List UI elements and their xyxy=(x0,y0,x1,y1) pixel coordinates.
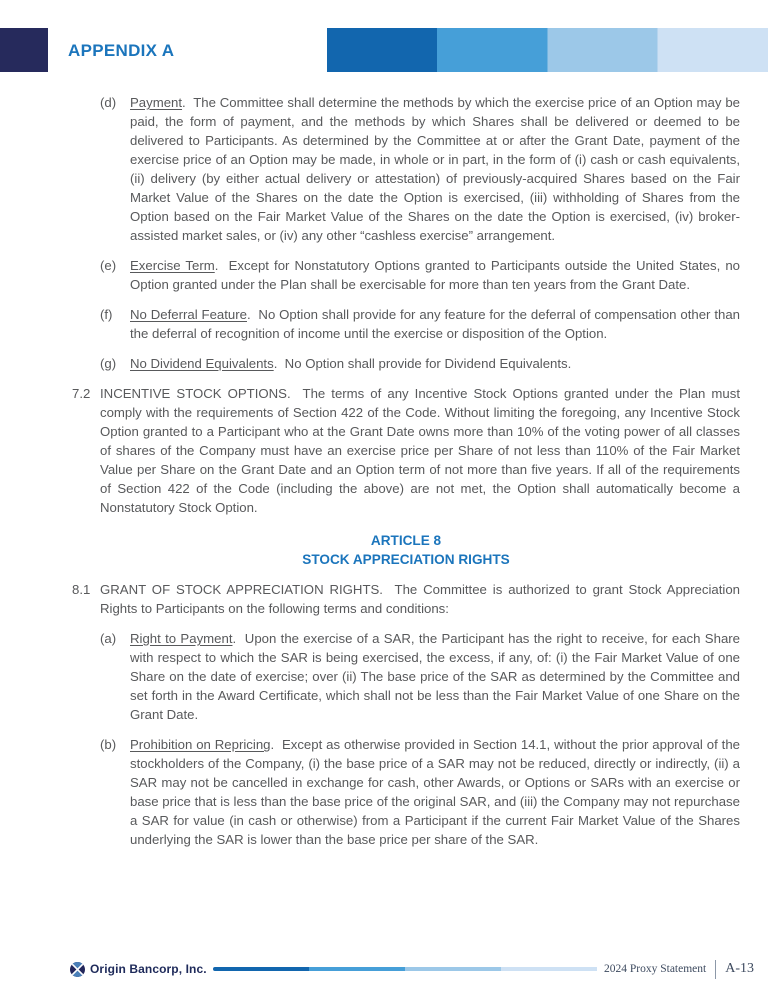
section-7-2 xyxy=(72,384,740,517)
clause-f xyxy=(100,305,740,343)
clause-text xyxy=(130,354,740,373)
section-rest: The Committee is authorized to grant Stock Appreciation Rights to Participants on the following terms and conditions: xyxy=(100,582,740,616)
clause-text xyxy=(130,256,740,294)
page-title: APPENDIX A xyxy=(68,41,175,60)
section-number: 8.1 xyxy=(72,582,91,597)
clause-lead: No Dividend Equivalents xyxy=(130,356,274,371)
clause-e xyxy=(100,256,740,294)
clause-label: (g) xyxy=(100,356,117,371)
clause-text xyxy=(130,305,740,343)
footer-doc-label: 2024 Proxy Statement xyxy=(604,963,707,975)
clause-b xyxy=(100,735,740,849)
document-body xyxy=(72,93,740,860)
header-navy-square xyxy=(0,28,48,72)
clause-rest: . Upon the exercise of a SAR, the Participant has the right to receive, for each Share with respect to which the SAR is being exercised, the excess, if any, of: (i) the Fair Market Value of one Share on the date of exercise; over (ii) The base price of the SAR as determined by the Committee and set forth in the Award Certificate, which shall not be less than the Fair Market Value of one Share on the Grant Date. xyxy=(130,631,741,722)
clause-g xyxy=(100,354,740,373)
footer-separator xyxy=(715,960,716,979)
header-gradient-band xyxy=(327,28,768,72)
footer-page-number: A-13 xyxy=(725,961,754,976)
section-lead: GRANT OF STOCK APPRECIATION RIGHTS. xyxy=(100,582,383,597)
clause-label: (d) xyxy=(100,95,117,110)
section-text xyxy=(100,384,740,517)
page-footer xyxy=(70,958,754,980)
clause-text xyxy=(130,629,740,724)
clause-label: (a) xyxy=(100,631,117,646)
footer-company-name: Origin Bancorp, Inc. xyxy=(90,962,207,976)
article-8-heading xyxy=(72,531,740,569)
clause-a xyxy=(100,629,740,724)
footer-gradient-rule xyxy=(213,967,597,971)
clause-rest: . No Option shall provide for Dividend Equivalents. xyxy=(273,356,572,371)
clause-lead: Payment xyxy=(130,95,183,110)
section-lead: INCENTIVE STOCK OPTIONS. xyxy=(100,386,291,401)
clause-rest: . No Option shall provide for any feature for the deferral of compensation other than the deferral of recognition of income until the exercise or disposition of the Option. xyxy=(130,307,740,341)
clause-rest: . Except for Nonstatutory Options granted to Participants outside the United States, no Option granted under the Plan shall be exercisable for more than ten years from the Grant Date. xyxy=(130,258,741,292)
origin-bancorp-logo-icon xyxy=(70,962,85,977)
clause-lead: No Deferral Feature xyxy=(130,307,247,322)
clause-label: (b) xyxy=(100,737,117,752)
clause-d xyxy=(100,93,740,245)
clause-lead: Exercise Term xyxy=(130,258,215,273)
clause-lead: Prohibition on Repricing xyxy=(130,737,271,752)
section-8-1 xyxy=(72,580,740,618)
article-number: ARTICLE 8 xyxy=(370,533,442,548)
section-rest: The terms of any Incentive Stock Options granted under the Plan must comply with the requirements of Section 422 of the Code. Without limiting the foregoing, any Incentive Stock Option granted to a Participant who at the Grant Date owns more than 10% of the voting power of all classes of shares of the Company must have an exercise price per Share of not less than 110% of the Fair Market Value per Share on the Grant Date and an Option term of not more than five years. If all of the requirements of Section 422 of the Code (including the above) are not met, the Option shall automatically become a Nonstatutory Stock Option. xyxy=(100,386,740,515)
clause-label: (f) xyxy=(100,307,113,322)
clause-text xyxy=(130,735,740,849)
clause-text xyxy=(130,93,740,245)
clause-lead: Right to Payment xyxy=(130,631,233,646)
section-number: 7.2 xyxy=(72,386,91,401)
article-title: STOCK APPRECIATION RIGHTS xyxy=(302,552,510,567)
section-text xyxy=(100,580,740,618)
clause-rest: . The Committee shall determine the methods by which the exercise price of an Option may be paid, the form of payment, and the methods by which Shares shall be delivered or deemed to be delivered to Participants. As determined by the Committee at or after the Grant Date, payment of the exercise price of an Option may be made, in whole or in part, in the form of (i) cash or cash equivalents, (ii) delivery (by either actual delivery or attestation) of previously-acquired Shares based on the Fair Market Value of the Shares on the date the Option is exercised, (iii) withholding of Shares from the Option based on the Fair Market Value of the Shares on the date the Option is exercised, (iv) broker-assisted market sales, or (iv) any other “cashless exercise” arrangement. xyxy=(130,95,740,243)
clause-label: (e) xyxy=(100,258,117,273)
clause-rest: . Except as otherwise provided in Section 14.1, without the prior approval of the stockholders of the Company, (i) the base price of a SAR may not be reduced, directly or indirectly, (ii) a SAR may not be cancelled in exchange for cash, other Awards, or Options or SARs with an exercise or base price that is less than the base price of the original SAR, and (iii) the Company may not repurchase a SAR for value (in cash or otherwise) from a Participant if the current Fair Market Value of the Shares underlying the SAR is lower than the base price per share of the SAR. xyxy=(130,737,740,847)
